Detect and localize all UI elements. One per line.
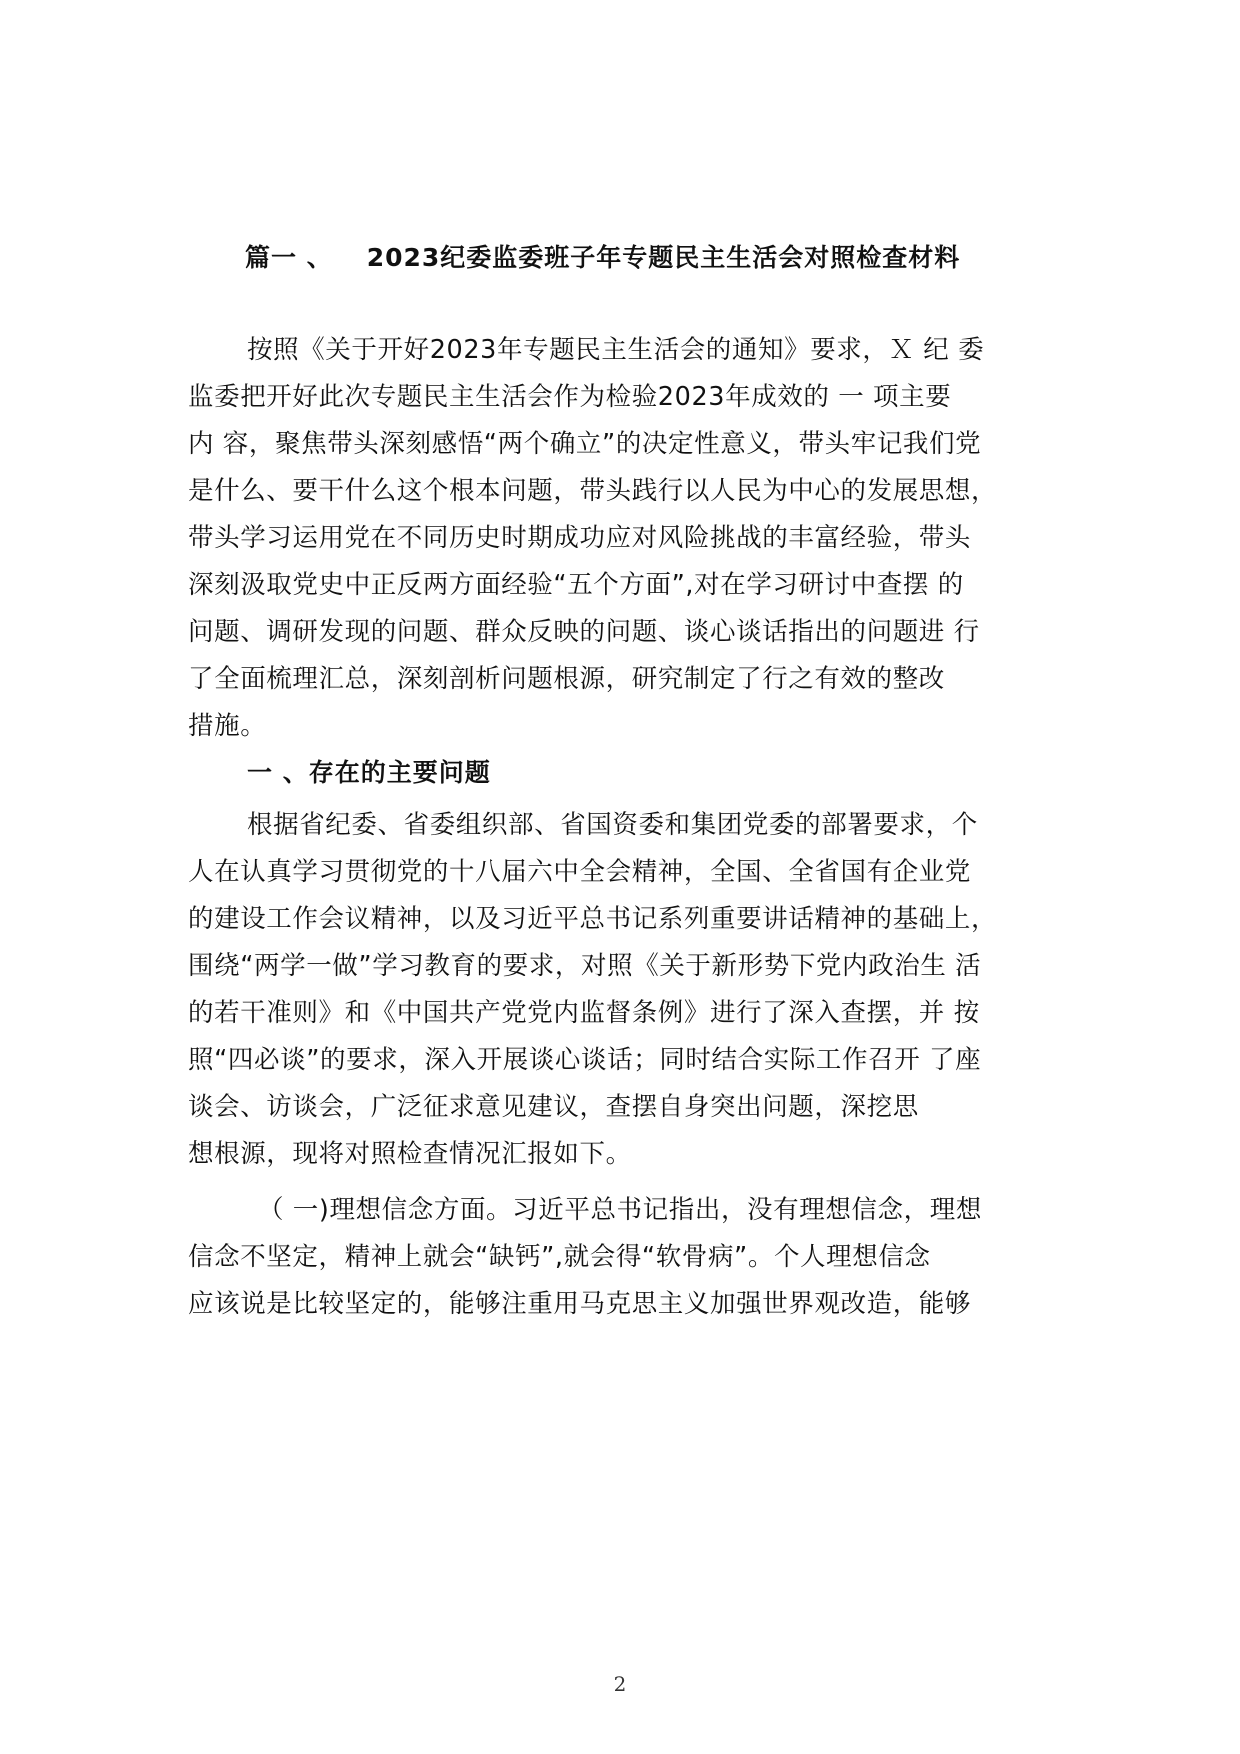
section-line: 的建设工作会议精神，以及习近平总书记系列重要讲话精神的基础上，: [188, 904, 998, 934]
intro-line: 措施。: [188, 711, 267, 741]
intro-line: 按照《关于开好2023年专题民主生活会的通知》要求，Ｘ 纪 委: [247, 335, 985, 365]
page-number: 2: [613, 1672, 627, 1696]
section-line: 的若干准则》和《中国共产党党内监督条例》进行了深入查摆，并 按: [188, 998, 980, 1028]
intro-line: 监委把开好此次专题民主生活会作为检验2023年成效的 一 项主要: [188, 382, 952, 412]
intro-line: 了全面梳理汇总，深刻剖析问题根源，研究制定了行之有效的整改: [188, 664, 945, 694]
document-title: [245, 238, 960, 274]
intro-line: 内 容，聚焦带头深刻感悟“两个确立”的决定性意义，带头牢记我们党: [188, 429, 982, 459]
subsection-line: 应该说是比较坚定的，能够注重用马克思主义加强世界观改造，能够: [188, 1289, 972, 1319]
section-line: 围绕“两学一做”学习教育的要求，对照《关于新形势下党内政治生 活: [188, 951, 982, 981]
intro-line: 问题、调研发现的问题、群众反映的问题、谈心谈话指出的问题进 行: [188, 617, 980, 647]
title-prefix: 篇一 、: [245, 243, 333, 272]
intro-line: 深刻汲取党史中正反两方面经验“五个方面”,对在学习研讨中查摆 的: [188, 570, 964, 600]
intro-line: 带头学习运用党在不同历史时期成功应对风险挑战的丰富经验，带头: [188, 523, 972, 553]
section-line: 想根源，现将对照检查情况汇报如下。: [188, 1139, 632, 1169]
title-main: 2023纪委监委班子年专题民主生活会对照检查材料: [366, 243, 961, 272]
section-line: 照“四必谈”的要求，深入开展谈心谈话；同时结合实际工作召开 了座: [188, 1045, 982, 1075]
section-line: 谈会、访谈会，广泛征求意见建议，查摆自身突出问题，深挖思: [188, 1092, 919, 1122]
section-line: 根据省纪委、省委组织部、省国资委和集团党委的部署要求，个: [247, 810, 978, 840]
intro-line: 是什么、要干什么这个根本问题，带头践行以人民为中心的发展思想，: [188, 476, 998, 506]
section-line: 人在认真学习贯彻党的十八届六中全会精神，全国、全省国有企业党: [188, 857, 972, 887]
section-heading: 一 、存在的主要问题: [247, 758, 491, 787]
subsection-line: 信念不坚定，精神上就会“缺钙”,就会得“软骨病”。个人理想信念: [188, 1242, 931, 1272]
subsection-line: （ 一)理想信念方面。习近平总书记指出，没有理想信念，理想: [258, 1195, 982, 1225]
